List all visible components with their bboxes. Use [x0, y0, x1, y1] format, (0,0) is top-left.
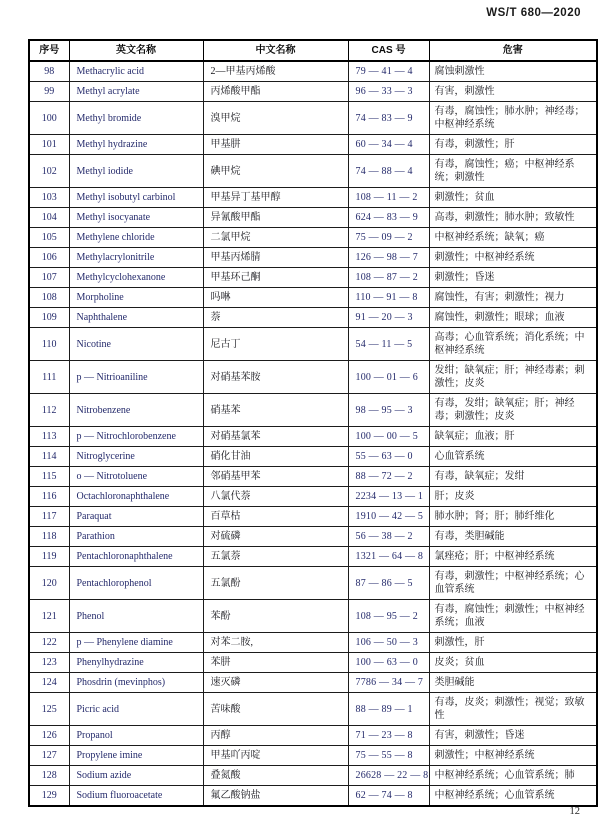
table-row	[29, 82, 597, 102]
chinese-name-cell: 对硝基苯胺	[203, 361, 348, 394]
table-row	[29, 786, 597, 807]
hazard-cell: 腐蚀性，有害；刺激性；视力	[429, 288, 597, 308]
english-name-cell: Methylene chloride	[69, 228, 203, 248]
cas-number-cell: 26628 — 22 — 8	[348, 766, 429, 786]
hazard-cell: 刺激性；昏迷	[429, 268, 597, 288]
cas-number-cell: 96 — 33 — 3	[348, 82, 429, 102]
header-english-name: 英文名称	[69, 40, 203, 61]
serial-number-cell: 102	[29, 155, 69, 188]
hazard-cell: 肺水肿；肾；肝；肺纤维化	[429, 507, 597, 527]
serial-number-cell: 117	[29, 507, 69, 527]
english-name-cell: p — Nitrioaniline	[69, 361, 203, 394]
chinese-name-cell: 二氯甲烷	[203, 228, 348, 248]
serial-number-cell: 105	[29, 228, 69, 248]
hazard-cell: 有毒，类胆碱能	[429, 527, 597, 547]
cas-number-cell: 108 — 95 — 2	[348, 600, 429, 633]
hazard-cell: 刺激性；中枢神经系统	[429, 248, 597, 268]
chinese-name-cell: 丙醇	[203, 726, 348, 746]
english-name-cell: Phenylhydrazine	[69, 653, 203, 673]
english-name-cell: Methyl bromide	[69, 102, 203, 135]
english-name-cell: Propanol	[69, 726, 203, 746]
hazard-cell: 有毒，皮炎；刺激性；视觉；致敏性	[429, 693, 597, 726]
table-row	[29, 155, 597, 188]
serial-number-cell: 119	[29, 547, 69, 567]
cas-number-cell: 79 — 41 — 4	[348, 61, 429, 82]
cas-number-cell: 106 — 50 — 3	[348, 633, 429, 653]
chinese-name-cell: 尼古丁	[203, 328, 348, 361]
cas-number-cell: 108 — 87 — 2	[348, 268, 429, 288]
english-name-cell: Methacrylic acid	[69, 61, 203, 82]
table-row	[29, 308, 597, 328]
hazard-cell: 高毒；心血管系统；消化系统；中枢神经系统	[429, 328, 597, 361]
serial-number-cell: 126	[29, 726, 69, 746]
english-name-cell: Phenol	[69, 600, 203, 633]
english-name-cell: Methylacrylonitrile	[69, 248, 203, 268]
cas-number-cell: 1321 — 64 — 8	[348, 547, 429, 567]
hazard-cell: 有毒，缺氧症；发绀	[429, 467, 597, 487]
serial-number-cell: 125	[29, 693, 69, 726]
hazard-cell: 心血管系统	[429, 447, 597, 467]
hazard-cell: 有毒，发绀；缺氧症；肝；神经毒；刺激性；皮炎	[429, 394, 597, 427]
table-row	[29, 102, 597, 135]
cas-number-cell: 75 — 09 — 2	[348, 228, 429, 248]
serial-number-cell: 103	[29, 188, 69, 208]
table-row	[29, 228, 597, 248]
table-row	[29, 673, 597, 693]
hazard-cell: 刺激性；贫血	[429, 188, 597, 208]
cas-number-cell: 60 — 34 — 4	[348, 135, 429, 155]
table-row	[29, 361, 597, 394]
english-name-cell: p — Phenylene diamine	[69, 633, 203, 653]
table-row	[29, 208, 597, 228]
hazard-cell: 缺氧症；血液；肝	[429, 427, 597, 447]
hazard-cell: 中枢神经系统；心血管系统；肺	[429, 766, 597, 786]
serial-number-cell: 120	[29, 567, 69, 600]
english-name-cell: Nicotine	[69, 328, 203, 361]
chinese-name-cell: 邻硝基甲苯	[203, 467, 348, 487]
header-hazard: 危害	[429, 40, 597, 61]
chinese-name-cell: 甲基肼	[203, 135, 348, 155]
table-row	[29, 447, 597, 467]
english-name-cell: Methyl acrylate	[69, 82, 203, 102]
cas-number-cell: 54 — 11 — 5	[348, 328, 429, 361]
serial-number-cell: 127	[29, 746, 69, 766]
chinese-name-cell: 苦味酸	[203, 693, 348, 726]
hazard-cell: 有毒，刺激性；肝	[429, 135, 597, 155]
chinese-name-cell: 对苯二胺,	[203, 633, 348, 653]
english-name-cell: Nitrobenzene	[69, 394, 203, 427]
table-row	[29, 507, 597, 527]
chinese-name-cell: 五氯萘	[203, 547, 348, 567]
hazard-cell: 类胆碱能	[429, 673, 597, 693]
chinese-name-cell: 甲基丙烯腈	[203, 248, 348, 268]
cas-number-cell: 1910 — 42 — 5	[348, 507, 429, 527]
serial-number-cell: 111	[29, 361, 69, 394]
table-row	[29, 188, 597, 208]
chinese-name-cell: 对硝基氯苯	[203, 427, 348, 447]
hazard-cell: 有毒，腐蚀性；癌；中枢神经系统；刺激性	[429, 155, 597, 188]
english-name-cell: Pentachloronaphthalene	[69, 547, 203, 567]
cas-number-cell: 71 — 23 — 8	[348, 726, 429, 746]
chinese-name-cell: 苯酚	[203, 600, 348, 633]
hazard-cell: 有毒，腐蚀性；刺激性；中枢神经系统；血液	[429, 600, 597, 633]
serial-number-cell: 115	[29, 467, 69, 487]
cas-number-cell: 126 — 98 — 7	[348, 248, 429, 268]
english-name-cell: Parathion	[69, 527, 203, 547]
serial-number-cell: 116	[29, 487, 69, 507]
table-row	[29, 567, 597, 600]
cas-number-cell: 110 — 91 — 8	[348, 288, 429, 308]
chinese-name-cell: 甲基异丁基甲醇	[203, 188, 348, 208]
english-name-cell: Phosdrin (mevinphos)	[69, 673, 203, 693]
serial-number-cell: 101	[29, 135, 69, 155]
hazard-cell: 刺激性；中枢神经系统	[429, 746, 597, 766]
serial-number-cell: 124	[29, 673, 69, 693]
table-row	[29, 394, 597, 427]
serial-number-cell: 100	[29, 102, 69, 135]
english-name-cell: Methyl isobutyl carbinol	[69, 188, 203, 208]
table-row	[29, 61, 597, 82]
english-name-cell: Sodium fluoroacetate	[69, 786, 203, 807]
serial-number-cell: 108	[29, 288, 69, 308]
header-serial-number: 序号	[29, 40, 69, 61]
table-row	[29, 487, 597, 507]
chinese-name-cell: 异氰酸甲酯	[203, 208, 348, 228]
serial-number-cell: 112	[29, 394, 69, 427]
serial-number-cell: 114	[29, 447, 69, 467]
hazard-cell: 有害，刺激性	[429, 82, 597, 102]
chinese-name-cell: 吗啉	[203, 288, 348, 308]
english-name-cell: Methylcyclohexanone	[69, 268, 203, 288]
serial-number-cell: 99	[29, 82, 69, 102]
hazard-cell: 有害，刺激性；昏迷	[429, 726, 597, 746]
cas-number-cell: 108 — 11 — 2	[348, 188, 429, 208]
table-row	[29, 726, 597, 746]
cas-number-cell: 74 — 88 — 4	[348, 155, 429, 188]
document-code: WS/T 680—2020	[486, 7, 581, 19]
serial-number-cell: 122	[29, 633, 69, 653]
cas-number-cell: 624 — 83 — 9	[348, 208, 429, 228]
header-cas-number: CAS 号	[348, 40, 429, 61]
hazard-cell: 氯痤疮；肝；中枢神经系统	[429, 547, 597, 567]
serial-number-cell: 104	[29, 208, 69, 228]
hazard-cell: 腐蚀刺激性	[429, 61, 597, 82]
chinese-name-cell: 溴甲烷	[203, 102, 348, 135]
chemical-hazard-table	[28, 39, 598, 807]
hazard-cell: 皮炎；贫血	[429, 653, 597, 673]
table-row	[29, 467, 597, 487]
chinese-name-cell: 氟乙酸钠盐	[203, 786, 348, 807]
table-row	[29, 427, 597, 447]
english-name-cell: Methyl isocyanate	[69, 208, 203, 228]
english-name-cell: Pentachlorophenol	[69, 567, 203, 600]
table-row	[29, 746, 597, 766]
table-row	[29, 248, 597, 268]
chinese-name-cell: 五氯酚	[203, 567, 348, 600]
english-name-cell: Methyl iodide	[69, 155, 203, 188]
serial-number-cell: 128	[29, 766, 69, 786]
english-name-cell: Morpholine	[69, 288, 203, 308]
chinese-name-cell: 对硫磷	[203, 527, 348, 547]
cas-number-cell: 88 — 89 — 1	[348, 693, 429, 726]
chinese-name-cell: 硝化甘油	[203, 447, 348, 467]
page-number: 12	[569, 806, 580, 817]
table-row	[29, 633, 597, 653]
english-name-cell: Naphthalene	[69, 308, 203, 328]
cas-number-cell: 74 — 83 — 9	[348, 102, 429, 135]
serial-number-cell: 129	[29, 786, 69, 807]
chinese-name-cell: 2—甲基丙烯酸	[203, 61, 348, 82]
cas-number-cell: 62 — 74 — 8	[348, 786, 429, 807]
cas-number-cell: 100 — 00 — 5	[348, 427, 429, 447]
cas-number-cell: 98 — 95 — 3	[348, 394, 429, 427]
chinese-name-cell: 丙烯酸甲酯	[203, 82, 348, 102]
serial-number-cell: 107	[29, 268, 69, 288]
cas-number-cell: 75 — 55 — 8	[348, 746, 429, 766]
table-row	[29, 766, 597, 786]
serial-number-cell: 121	[29, 600, 69, 633]
serial-number-cell: 106	[29, 248, 69, 268]
chinese-name-cell: 甲基环己酮	[203, 268, 348, 288]
hazard-cell: 有毒，腐蚀性；肺水肿；神经毒；中枢神经系统	[429, 102, 597, 135]
cas-number-cell: 88 — 72 — 2	[348, 467, 429, 487]
table-row	[29, 268, 597, 288]
table-header-row	[29, 40, 597, 61]
english-name-cell: o — Nitrotoluene	[69, 467, 203, 487]
chinese-name-cell: 八氯代萘	[203, 487, 348, 507]
table-body	[29, 61, 597, 806]
cas-number-cell: 100 — 63 — 0	[348, 653, 429, 673]
cas-number-cell: 55 — 63 — 0	[348, 447, 429, 467]
serial-number-cell: 98	[29, 61, 69, 82]
table-row	[29, 135, 597, 155]
chinese-name-cell: 碘甲烷	[203, 155, 348, 188]
chinese-name-cell: 甲基吖丙啶	[203, 746, 348, 766]
english-name-cell: Nitroglycerine	[69, 447, 203, 467]
table-row	[29, 288, 597, 308]
hazard-cell: 中枢神经系统；心血管系统	[429, 786, 597, 807]
hazard-cell: 有毒，刺激性；中枢神经系统；心血管系统	[429, 567, 597, 600]
cas-number-cell: 7786 — 34 — 7	[348, 673, 429, 693]
serial-number-cell: 123	[29, 653, 69, 673]
chinese-name-cell: 百草枯	[203, 507, 348, 527]
chinese-name-cell: 硝基苯	[203, 394, 348, 427]
english-name-cell: Paraquat	[69, 507, 203, 527]
table-row	[29, 328, 597, 361]
serial-number-cell: 113	[29, 427, 69, 447]
hazard-cell: 腐蚀性，刺激性；眼球；血液	[429, 308, 597, 328]
english-name-cell: Picric acid	[69, 693, 203, 726]
english-name-cell: Sodium azide	[69, 766, 203, 786]
hazard-cell: 中枢神经系统；缺氧；癌	[429, 228, 597, 248]
table-row	[29, 653, 597, 673]
chinese-name-cell: 速灭磷	[203, 673, 348, 693]
chinese-name-cell: 叠氮酸	[203, 766, 348, 786]
table-row	[29, 600, 597, 633]
header-chinese-name: 中文名称	[203, 40, 348, 61]
chinese-name-cell: 苯肼	[203, 653, 348, 673]
english-name-cell: Propylene imine	[69, 746, 203, 766]
serial-number-cell: 110	[29, 328, 69, 361]
cas-number-cell: 56 — 38 — 2	[348, 527, 429, 547]
table-row	[29, 527, 597, 547]
cas-number-cell: 100 — 01 — 6	[348, 361, 429, 394]
hazard-cell: 发绀；缺氧症；肝；神经毒素；刺激性；皮炎	[429, 361, 597, 394]
hazard-cell: 刺激性，肝	[429, 633, 597, 653]
table-row	[29, 547, 597, 567]
serial-number-cell: 109	[29, 308, 69, 328]
english-name-cell: Octachloronaphthalene	[69, 487, 203, 507]
cas-number-cell: 2234 — 13 — 1	[348, 487, 429, 507]
hazard-cell: 高毒，刺激性；肺水肿；致敏性	[429, 208, 597, 228]
table-row	[29, 693, 597, 726]
cas-number-cell: 91 — 20 — 3	[348, 308, 429, 328]
cas-number-cell: 87 — 86 — 5	[348, 567, 429, 600]
serial-number-cell: 118	[29, 527, 69, 547]
english-name-cell: Methyl hydrazine	[69, 135, 203, 155]
hazard-cell: 肝；皮炎	[429, 487, 597, 507]
chinese-name-cell: 萘	[203, 308, 348, 328]
english-name-cell: p — Nitrochlorobenzene	[69, 427, 203, 447]
